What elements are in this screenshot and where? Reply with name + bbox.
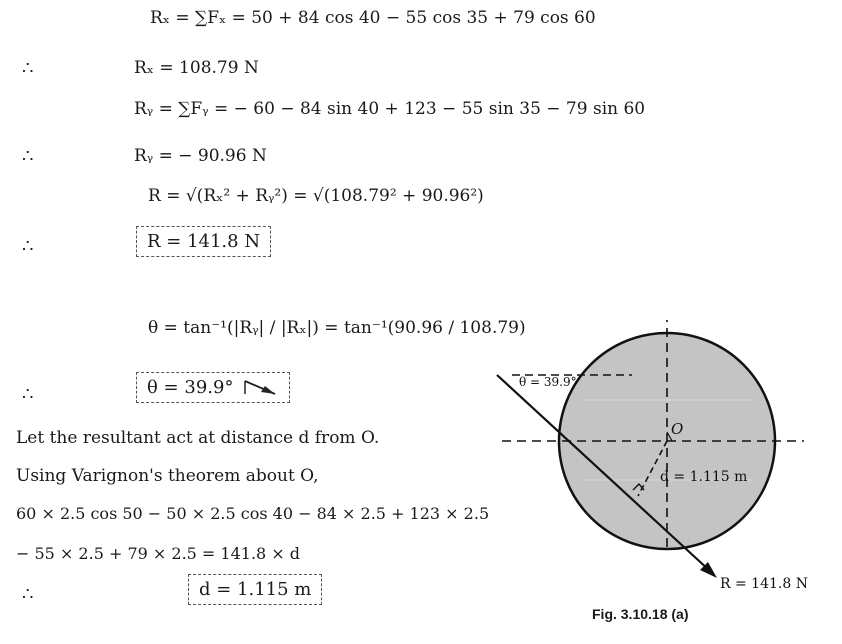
therefore-symbol: ∴ [22, 236, 34, 257]
figure-caption: Fig. 3.10.18 (a) [592, 606, 689, 622]
theta-boxed-answer: θ = 39.9° [136, 372, 290, 403]
therefore-symbol: ∴ [22, 584, 34, 605]
rx-sum-equation: Rₓ = ∑Fₓ = 50 + 84 cos 40 − 55 cos 35 + 79 cos 60 [150, 8, 596, 28]
moment-equation-line1: 60 × 2.5 cos 50 − 50 × 2.5 cos 40 − 84 × 2.5 + 123 × 2.5 [16, 504, 490, 523]
resultant-label: R = 141.8 N [720, 576, 808, 592]
force-diagram [492, 320, 842, 600]
direction-arrow-icon [241, 378, 279, 398]
let-resultant-text: Let the resultant act at distance d from O. [16, 428, 380, 448]
rx-value: Rₓ = 108.79 N [134, 58, 259, 78]
ry-value: Rᵧ = − 90.96 N [134, 146, 267, 166]
varignon-text: Using Varignon's theorem about O, [16, 466, 319, 486]
resultant-boxed-answer: R = 141.8 N [136, 226, 271, 257]
resultant-formula: R = √(Rₓ² + Rᵧ²) = √(108.79² + 90.96²) [148, 186, 484, 206]
theta-label: θ = 39.9° [519, 375, 577, 389]
distance-boxed-answer: d = 1.115 m [188, 574, 322, 605]
distance-label: d = 1.115 m [660, 469, 748, 485]
therefore-symbol: ∴ [22, 146, 34, 167]
moment-equation-line2: − 55 × 2.5 + 79 × 2.5 = 141.8 × d [16, 544, 301, 563]
therefore-symbol: ∴ [22, 58, 34, 79]
origin-label: O [671, 420, 684, 438]
ry-sum-equation: Rᵧ = ∑Fᵧ = − 60 − 84 sin 40 + 123 − 55 sin 35 − 79 sin 60 [134, 99, 646, 119]
theta-formula: θ = tan⁻¹(|Rᵧ| / |Rₓ|) = tan⁻¹(90.96 / 108.79) [148, 318, 526, 338]
therefore-symbol: ∴ [22, 384, 34, 405]
